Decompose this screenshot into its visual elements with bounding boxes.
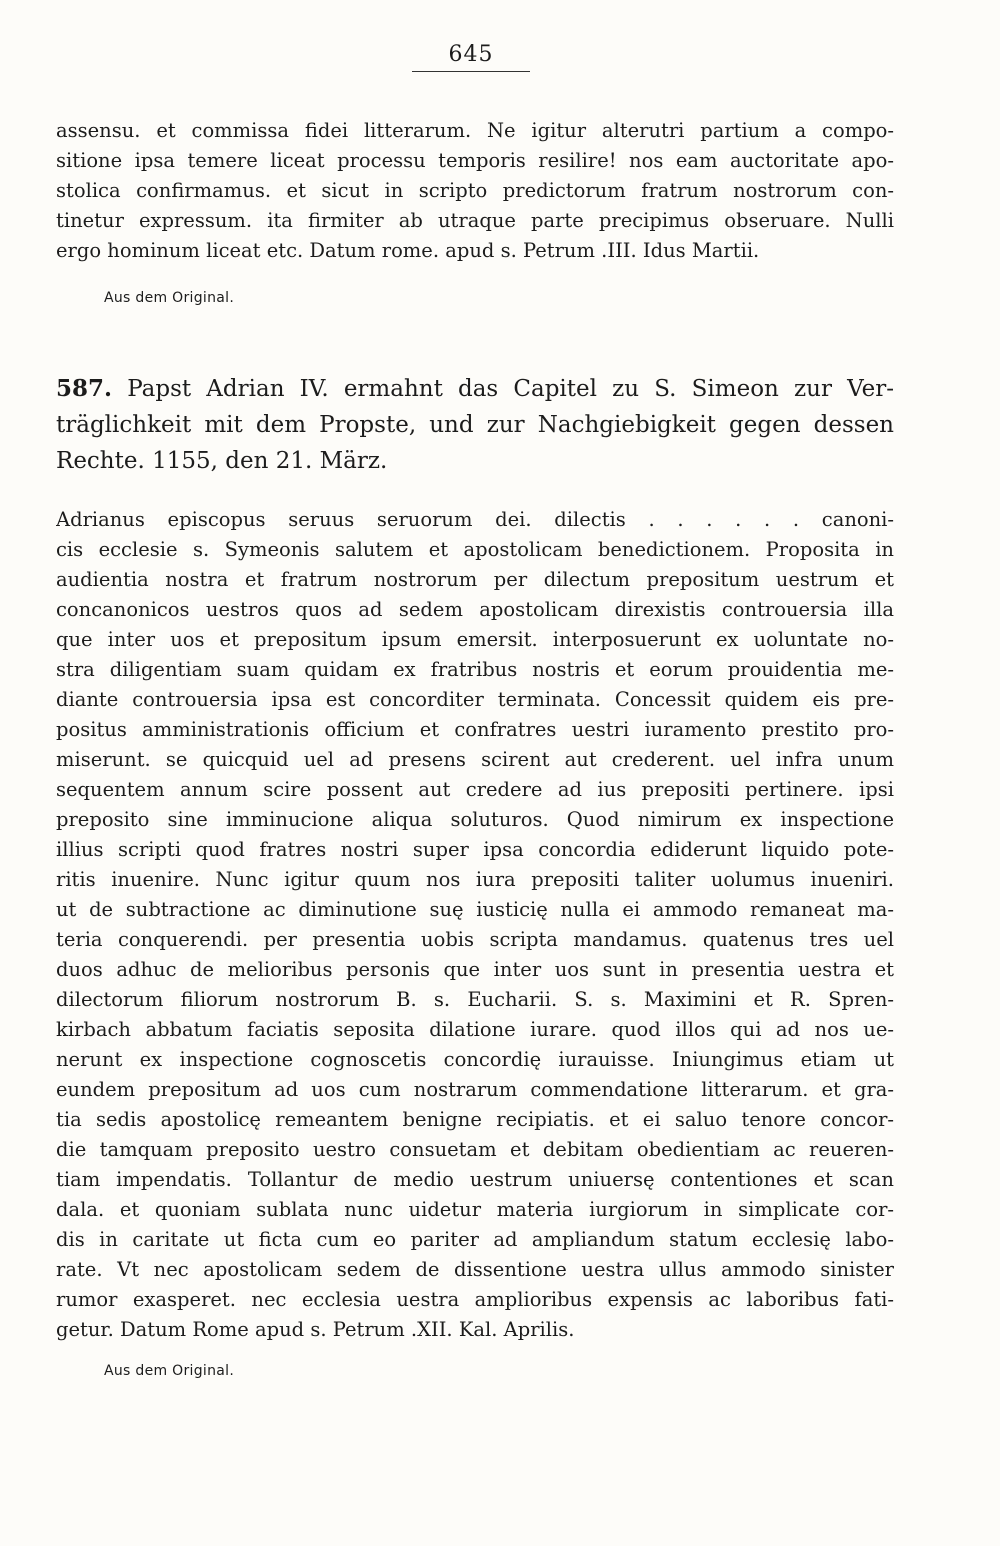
text-line: sitione ipsa temere liceat processu temporis resilire! nos eam auctoritate apo- bbox=[56, 149, 894, 172]
text-line: rate. Vt nec apostolicam sedem de dissentione uestra ullus ammodo sinister bbox=[56, 1258, 894, 1281]
text-line: stra diligentiam suam quidam ex fratribus nostris et eorum prouidentia me- bbox=[56, 658, 894, 681]
page-number-rule bbox=[412, 71, 530, 72]
text-line: rumor exasperet. nec ecclesia uestra amplioribus expensis ac laboribus fati- bbox=[56, 1288, 894, 1311]
text-line: Adrianus episcopus seruus seruorum dei. dilectis . . . . . . canoni- bbox=[56, 508, 894, 531]
text-line: miserunt. se quicquid uel ad presens scirent aut crederent. uel infra unum bbox=[56, 748, 894, 771]
text-line: diante controuersia ipsa est concorditer terminata. Concessit quidem eis pre- bbox=[56, 688, 894, 711]
text-line: tia sedis apostolicę remeantem benigne recipiatis. et ei saluo tenore concor- bbox=[56, 1108, 894, 1131]
heading-line: 587. Papst Adrian IV. ermahnt das Capitel zu S. Simeon zur Ver- bbox=[56, 375, 894, 402]
previous-document-fragment bbox=[56, 116, 894, 266]
text-line: ritis inuenire. Nunc igitur quum nos iura prepositi taliter uolumus inueniri. bbox=[56, 868, 894, 891]
text-line: positus amministrationis officium et confratres uestri iuramento prestito pro- bbox=[56, 718, 894, 741]
text-line: assensu. et commissa fidei litterarum. Ne igitur alterutri partium a compo- bbox=[56, 119, 894, 142]
source-note: Aus dem Original. bbox=[104, 1363, 235, 1379]
heading-line: träglichkeit mit dem Propste, und zur Nachgiebigkeit gegen dessen bbox=[56, 412, 894, 438]
text-line: illius scripti quod fratres nostri super ipsa concordia ediderunt liquido pote- bbox=[56, 838, 894, 861]
text-line: sequentem annum scire possent aut credere ad ius prepositi pertinere. ipsi bbox=[56, 778, 894, 801]
text-line: ergo hominum liceat etc. Datum rome. apud s. Petrum .III. Idus Martii. bbox=[56, 239, 760, 262]
text-line: ut de subtractione ac diminutione suę iusticię nulla ei ammodo remaneat ma- bbox=[56, 898, 894, 921]
source-note: Aus dem Original. bbox=[104, 290, 235, 306]
text-line: que inter uos et prepositum ipsum emersit. interposuerunt ex uoluntate no- bbox=[56, 628, 894, 651]
text-line: tiam impendatis. Tollantur de medio uestrum uniuersę contentiones et scan bbox=[56, 1168, 894, 1191]
document-heading bbox=[56, 371, 894, 479]
text-line: audientia nostra et fratrum nostrorum per dilectum prepositum uestrum et bbox=[56, 568, 894, 591]
text-line: dis in caritate ut ficta cum eo pariter ad ampliandum statum ecclesię labo- bbox=[56, 1228, 894, 1251]
text-line: die tamquam preposito uestro consuetam et debitam obedientiam ac reueren- bbox=[56, 1138, 894, 1161]
text-line: kirbach abbatum faciatis seposita dilatione iurare. quod illos qui ad nos ue- bbox=[56, 1018, 894, 1041]
text-line: stolica confirmamus. et sicut in scripto predictorum fratrum nostrorum con- bbox=[56, 179, 894, 202]
text-line: tinetur expressum. ita firmiter ab utraque parte precipimus obseruare. Nulli bbox=[56, 209, 894, 232]
text-line: cis ecclesie s. Symeonis salutem et apostolicam benedictionem. Proposita in bbox=[56, 538, 894, 561]
text-line: nerunt ex inspectione cognoscetis concordię iurauisse. Iniungimus etiam ut bbox=[56, 1048, 894, 1071]
page-number: 645 bbox=[448, 42, 494, 67]
text-line: dala. et quoniam sublata nunc uidetur materia iurgiorum in simplicate cor- bbox=[56, 1198, 894, 1221]
text-line: preposito sine imminucione aliqua soluturos. Quod nimirum ex inspectione bbox=[56, 808, 894, 831]
heading-line: Rechte. 1155, den 21. März. bbox=[56, 448, 388, 474]
text-line: dilectorum filiorum nostrorum B. s. Eucharii. S. s. Maximini et R. Spren- bbox=[56, 988, 894, 1011]
text-line: teria conquerendi. per presentia uobis scripta mandamus. quatenus tres uel bbox=[56, 928, 894, 951]
text-line: concanonicos uestros quos ad sedem apostolicam direxistis controuersia illa bbox=[56, 598, 894, 621]
text-line: eundem prepositum ad uos cum nostrarum commendatione litterarum. et gra- bbox=[56, 1078, 894, 1101]
text-line: duos adhuc de melioribus personis que inter uos sunt in presentia uestra et bbox=[56, 958, 894, 981]
document-number: 587. bbox=[56, 375, 113, 402]
document-body bbox=[56, 505, 894, 1345]
text-line: getur. Datum Rome apud s. Petrum .XII. Kal. Aprilis. bbox=[56, 1318, 575, 1341]
